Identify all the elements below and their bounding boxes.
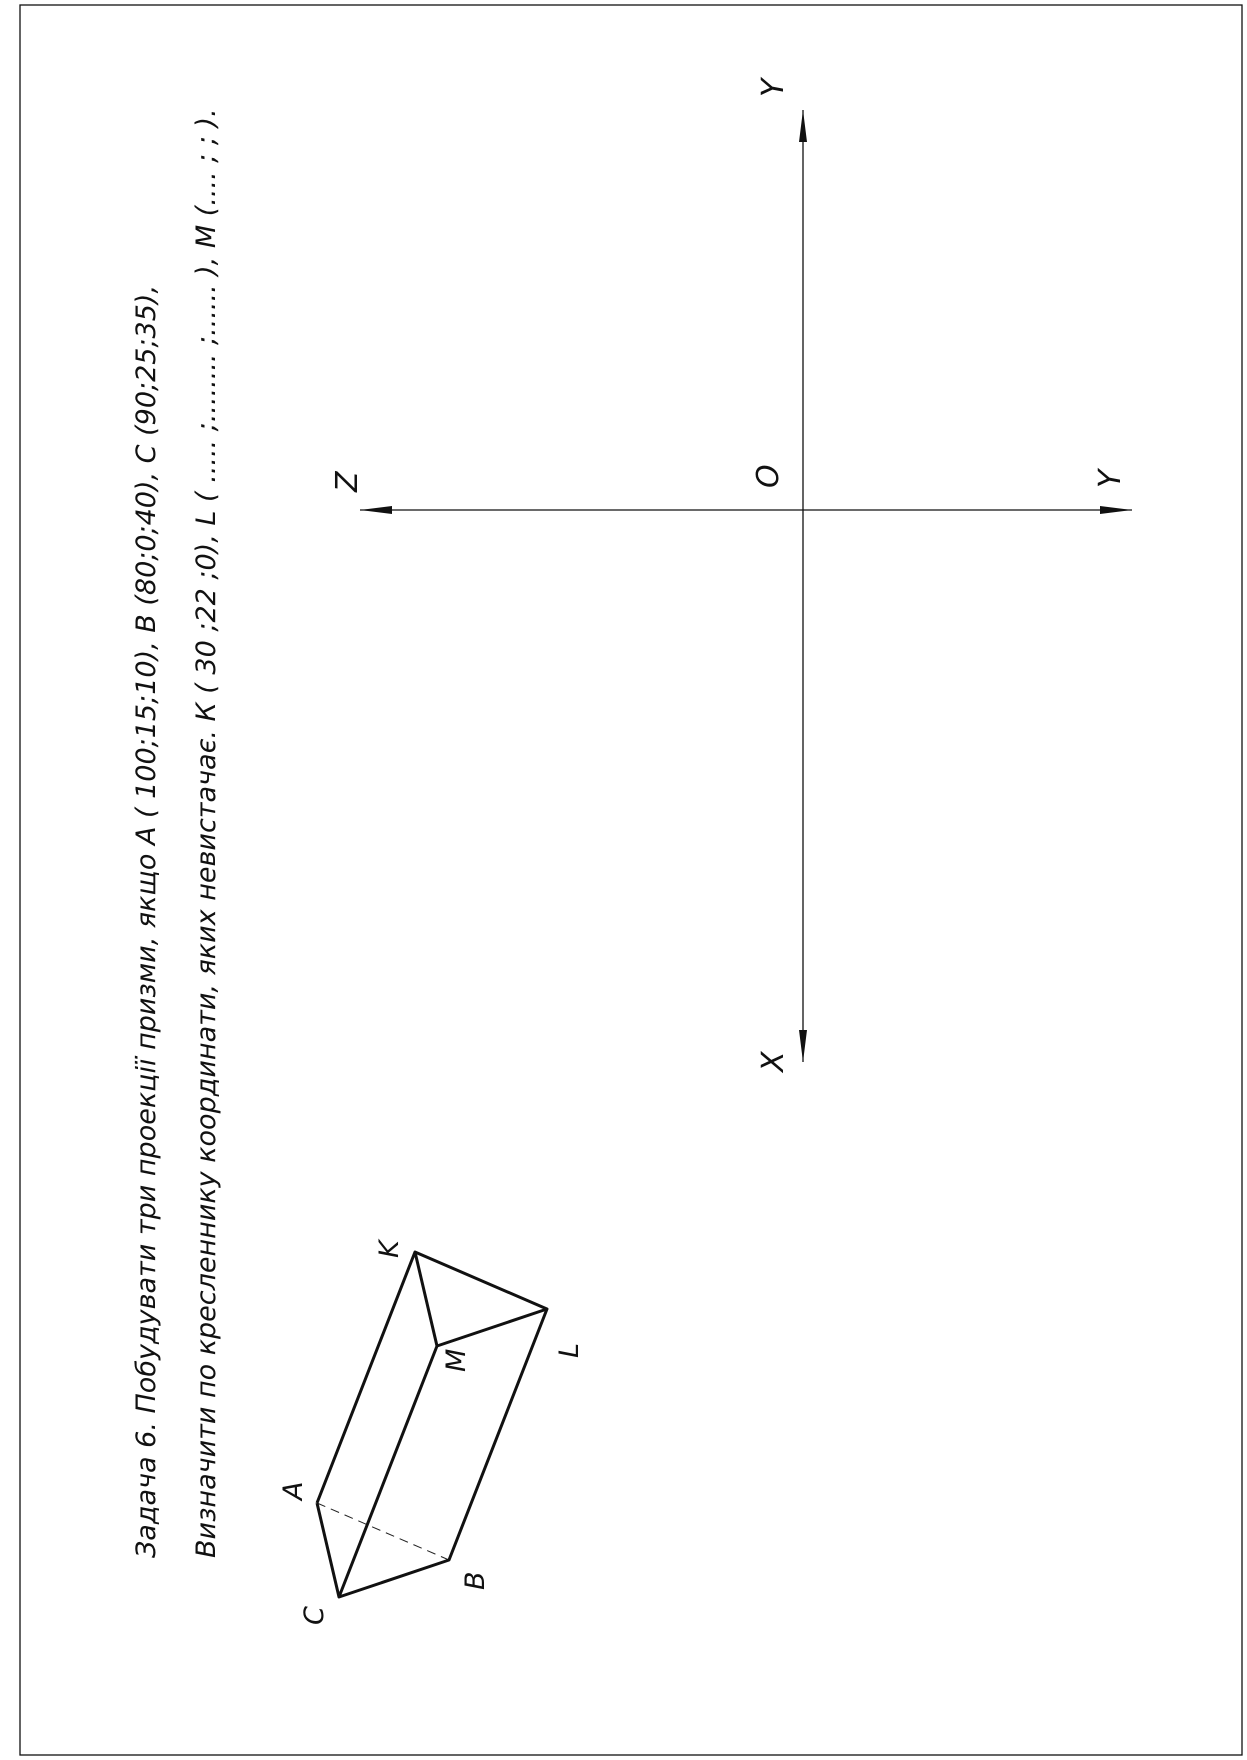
prism-hidden-edge-A-B <box>317 1503 449 1560</box>
x-arrowhead <box>799 1030 807 1062</box>
axis-label-y-right: Y <box>1093 469 1128 488</box>
prism-drawing <box>317 1252 547 1597</box>
z-arrowhead <box>360 506 392 514</box>
task-line-2: Визначити по кресленнику координати, яких невистачає. К ( 30 ;22 ;0), L ( ..... ;........ ;...... ), М (.... ; ; ). <box>191 108 222 1558</box>
axis-label-z: Z <box>330 471 365 492</box>
vertex-label-K: K <box>374 1240 405 1258</box>
vertex-label-M: M <box>441 1348 472 1372</box>
y-top-arrowhead <box>799 110 807 142</box>
vertex-label-C: C <box>299 1606 330 1625</box>
vertex-label-B: B <box>460 1571 491 1590</box>
y-right-arrowhead <box>1100 506 1132 514</box>
coordinate-axes <box>360 110 1132 1062</box>
axis-label-x: X <box>756 1051 791 1072</box>
prism-edge-M-L <box>437 1309 547 1346</box>
axis-label-origin: O <box>751 464 786 488</box>
task-line-1: Задача 6. Побудувати три проекції призми, якщо А ( 100;15;10), В (80;0;40), С (90;25;35), <box>131 284 162 1558</box>
prism-edge-M-K <box>415 1252 437 1346</box>
vertex-label-L: L <box>554 1342 585 1358</box>
axis-label-y-top: Y <box>756 78 791 97</box>
vertex-label-A: A <box>278 1481 309 1500</box>
prism-edge-C-M <box>339 1346 437 1597</box>
prism-outline <box>317 1252 547 1597</box>
